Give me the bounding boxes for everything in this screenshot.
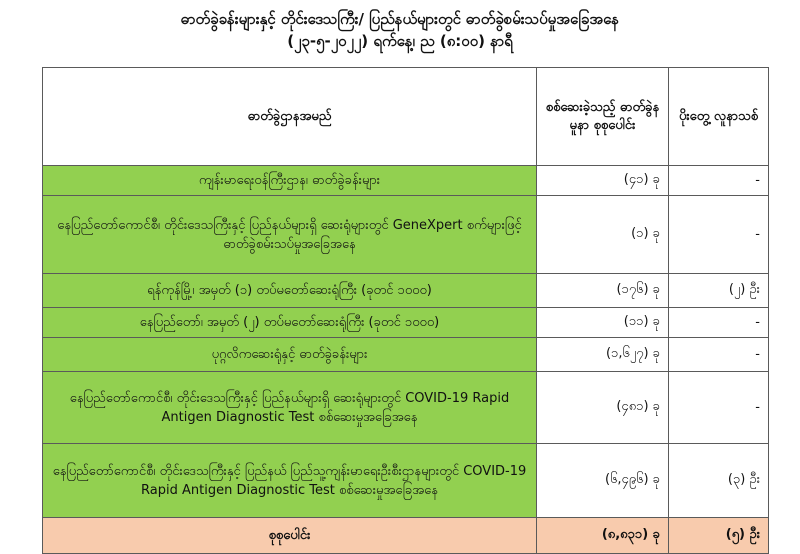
table-row xyxy=(43,196,769,274)
title-line-2: (၂၃-၅-၂၀၂၂) ရက်နေ့၊ ည (၈:၀၀) နာရီ xyxy=(287,32,513,50)
row-name: နေပြည်တော်ကောင်စီ၊ တိုင်းဒေသကြီးနှင့် ပြည်နယ် ပြည်သူ့ကျန်းမာရေးဦးစီးဌာနများတွင် COVID-19 Rapid Antigen Diagnostic Test စစ်ဆေးမှုအခြေအနေ xyxy=(43,444,537,518)
row-tested: (၄၈၁) ခု xyxy=(537,372,669,444)
header-new-positive: ပိုးတွေ့ လူနာသစ် xyxy=(669,68,769,166)
total-tested: (၈,၈၃၁) ခု xyxy=(537,518,669,554)
row-name: နေပြည်တော်၊ အမှတ် (၂) တပ်မတော်ဆေးရုံကြီး (ခုတင် ၁၀၀၀) xyxy=(43,308,537,338)
total-row xyxy=(43,518,769,554)
table-row xyxy=(43,308,769,338)
table-row xyxy=(43,372,769,444)
row-positive: - xyxy=(669,308,769,338)
row-tested: (၁,၆၂၇) ခု xyxy=(537,338,669,372)
table-row xyxy=(43,338,769,372)
table-row xyxy=(43,274,769,308)
total-label: စုစုပေါင်း xyxy=(43,518,537,554)
row-positive: - xyxy=(669,196,769,274)
total-positive: (၅) ဦး xyxy=(669,518,769,554)
table-row xyxy=(43,444,769,518)
row-name: ရန်ကုန်မြို့၊ အမှတ် (၁) တပ်မတော်ဆေးရုံကြီး (ခုတင် ၁၀၀၀) xyxy=(43,274,537,308)
lab-testing-table xyxy=(42,67,769,554)
title-line-1: ဓာတ်ခွဲခန်းများနှင့် တိုင်းဒေသကြီး/ ပြည်နယ်များတွင် ဓာတ်ခွဲစမ်းသပ်မှုအခြေအနေ xyxy=(180,10,620,28)
row-positive: - xyxy=(669,166,769,196)
row-tested: (၆,၄၉၆) ခု xyxy=(537,444,669,518)
row-name: ကျန်းမာရေးဝန်ကြီးဌာန၊ ဓာတ်ခွဲခန်းများ xyxy=(43,166,537,196)
row-name: နေပြည်တော်ကောင်စီ၊ တိုင်းဒေသကြီးနှင့် ပြည်နယ်များရှိ ဆေးရုံများတွင် COVID-19 Rapid Antigen Diagnostic Test စစ်ဆေးမှုအခြေအနေ xyxy=(43,372,537,444)
report-title xyxy=(0,8,800,52)
row-tested: (၁၇၆) ခု xyxy=(537,274,669,308)
row-positive: - xyxy=(669,338,769,372)
row-tested: (၁) ခု xyxy=(537,196,669,274)
row-tested: (၄၁) ခု xyxy=(537,166,669,196)
row-name: ပုဂ္ဂလိကဆေးရုံနှင့် ဓာတ်ခွဲခန်းများ xyxy=(43,338,537,372)
row-name: နေပြည်တော်ကောင်စီ၊ တိုင်းဒေသကြီးနှင့် ပြည်နယ်များရှိ ဆေးရုံများတွင် GeneXpert စက်များဖြင့် ဓာတ်ခွဲစမ်းသပ်မှုအခြေအနေ xyxy=(43,196,537,274)
row-positive: (၃) ဦး xyxy=(669,444,769,518)
row-positive: (၂) ဦး xyxy=(669,274,769,308)
table-header-row xyxy=(43,68,769,166)
header-tested-total: စစ်ဆေးခဲ့သည့် ဓာတ်ခွဲနမူနာ စုစုပေါင်း xyxy=(537,68,669,166)
row-positive: - xyxy=(669,372,769,444)
header-lab-name: ဓာတ်ခွဲဌာနအမည် xyxy=(43,68,537,166)
row-tested: (၁၁) ခု xyxy=(537,308,669,338)
table-row xyxy=(43,166,769,196)
